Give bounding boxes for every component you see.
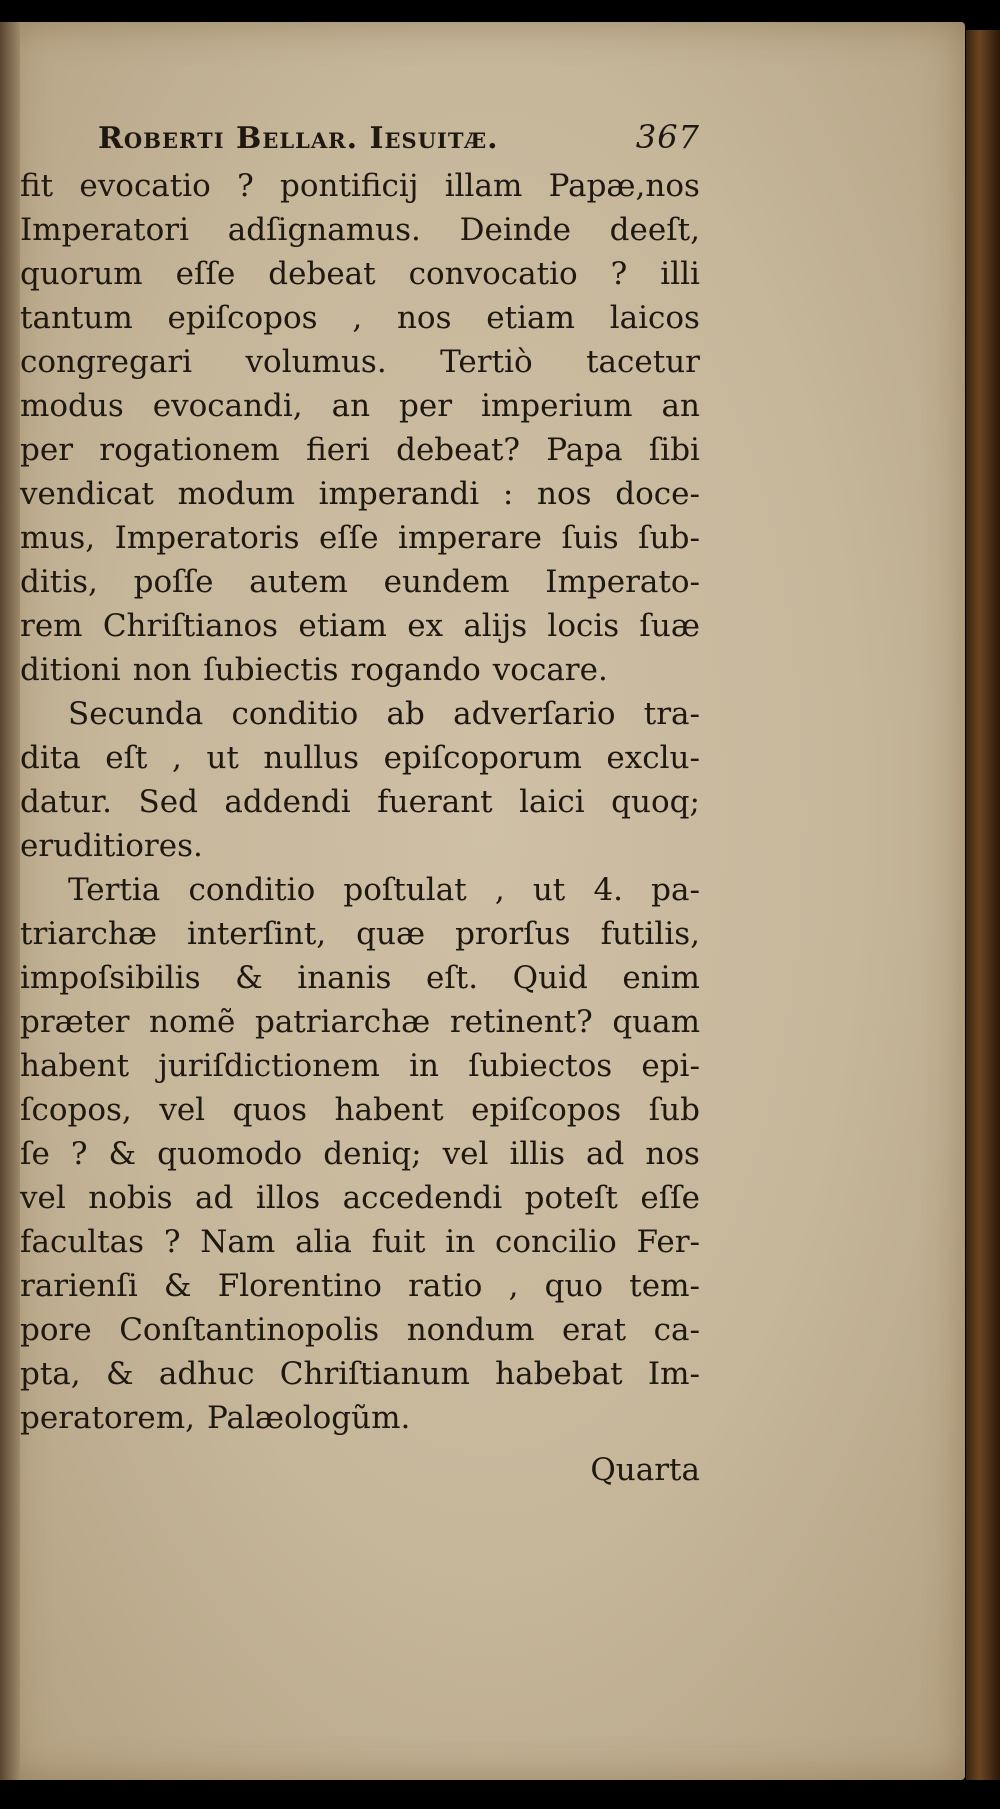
word: enim [622, 960, 700, 996]
word: quomodo [157, 1136, 303, 1172]
text-line [20, 296, 700, 340]
text-line [20, 164, 700, 208]
word: erat [562, 1312, 627, 1348]
word: adverſario [453, 696, 616, 732]
word: , [508, 1268, 519, 1304]
word: in [409, 1048, 440, 1084]
text-line [20, 1088, 700, 1132]
word: quoq; [611, 784, 700, 820]
word: ? [70, 1136, 88, 1172]
word: per [399, 388, 453, 424]
word: conditio [188, 872, 316, 908]
word: triarchæ [20, 916, 157, 952]
word: eruditiores. [20, 828, 203, 864]
word: 4. [593, 872, 624, 908]
text-line [20, 472, 700, 516]
word: epiſcopos [167, 300, 318, 336]
word: præter [20, 1004, 130, 1040]
text-line [20, 1044, 700, 1088]
word: Imperatoris [114, 520, 300, 556]
word: rogationem [99, 432, 280, 468]
word: ſub [648, 1092, 700, 1128]
word: nos [537, 476, 592, 512]
word: evocatio [79, 168, 211, 204]
word: quam [612, 1004, 700, 1040]
word: inanis [297, 960, 392, 996]
word: habent [20, 1048, 130, 1084]
word: nos [645, 1136, 700, 1172]
word: ad [586, 1136, 625, 1172]
word: alia [295, 1224, 352, 1260]
page-header [20, 118, 700, 164]
page-text [20, 118, 700, 1492]
word: nobis [88, 1180, 173, 1216]
word: ca- [653, 1312, 700, 1348]
word: nullus [263, 740, 360, 776]
word: doce- [615, 476, 700, 512]
word: evocandi, [152, 388, 303, 424]
text-line [20, 1396, 700, 1440]
word: volumus. [245, 344, 387, 380]
word: nomẽ [149, 1004, 236, 1040]
text-line [20, 1264, 700, 1308]
word: laicos [609, 300, 700, 336]
text-line [20, 1176, 700, 1220]
word: ditis, [20, 564, 98, 600]
word: deniq; [323, 1136, 422, 1172]
running-title: Roberti Bellar. Iesuitæ. [98, 121, 499, 156]
word: fit [20, 168, 54, 204]
word: ſibi [648, 432, 700, 468]
word: concilio [494, 1224, 617, 1260]
word: ſub- [638, 520, 700, 556]
text-line [20, 780, 700, 824]
word: deeſt, [609, 212, 700, 248]
text-line [20, 956, 700, 1000]
word: & [235, 960, 263, 996]
word: Imperatori [20, 212, 189, 248]
word: tacetur [586, 344, 700, 380]
text-line [20, 692, 700, 736]
word: epi- [641, 1048, 700, 1084]
word: , [352, 300, 363, 336]
word: imperium [480, 388, 633, 424]
word: congregari [20, 344, 193, 380]
word: ex [407, 608, 444, 644]
word: ſubiectos [468, 1048, 613, 1084]
word: Papæ,nos [548, 168, 700, 204]
word: alijs [463, 608, 528, 644]
word: pta, [20, 1356, 81, 1392]
word: ſcopos, [20, 1092, 132, 1128]
catchword: Quarta [590, 1452, 700, 1488]
word: per [20, 432, 74, 468]
word: convocatio [408, 256, 578, 292]
word: ſe [20, 1136, 50, 1172]
word: modum [177, 476, 295, 512]
word: eſſe [640, 1180, 700, 1216]
text-line [20, 912, 700, 956]
word: ? [237, 168, 254, 204]
word: nondum [406, 1312, 535, 1348]
page-number: 367 [635, 118, 700, 156]
word: vocare. [492, 652, 608, 688]
word: nos [396, 300, 452, 336]
word: quo [544, 1268, 604, 1304]
text-line [20, 252, 700, 296]
word: ratio [408, 1268, 483, 1304]
word: eſt [105, 740, 148, 776]
word: peratorem, [20, 1400, 196, 1436]
word: habent [334, 1092, 444, 1128]
text-line [20, 1308, 700, 1352]
text-line [20, 868, 700, 912]
word: interſint, [186, 916, 327, 952]
word: ab [386, 696, 425, 732]
word: autem [249, 564, 348, 600]
word: ut [532, 872, 566, 908]
word: fieri [306, 432, 370, 468]
word: an [331, 388, 371, 424]
word: in [445, 1224, 476, 1260]
word: illi [660, 256, 700, 292]
text-line [20, 516, 700, 560]
word: Chriſtianum [279, 1356, 470, 1392]
word: epiſcoporum [383, 740, 582, 776]
book-spine-edge [966, 30, 1000, 1780]
word: adhuc [158, 1356, 255, 1392]
word: debeat? [396, 432, 521, 468]
word: pa- [651, 872, 700, 908]
text-line [20, 1220, 700, 1264]
word: Palæologũm. [207, 1400, 411, 1436]
word: mus, [20, 520, 96, 556]
word: Quid [512, 960, 588, 996]
word: etiam [298, 608, 387, 644]
text-line [20, 604, 700, 648]
word: an [661, 388, 700, 424]
word: etiam [486, 300, 575, 336]
word: facultas [20, 1224, 145, 1260]
text-line [20, 1132, 700, 1176]
word: conditio [231, 696, 359, 732]
word: illam [444, 168, 523, 204]
word: Nam [200, 1224, 276, 1260]
word: illos [255, 1180, 321, 1216]
word: Sed [138, 784, 198, 820]
word: exclu- [606, 740, 700, 776]
word: vendicat [20, 476, 154, 512]
word: eſſe [175, 256, 236, 292]
word: ut [206, 740, 239, 776]
word: & [105, 1356, 134, 1392]
word: fuit [371, 1224, 426, 1260]
word: tem- [629, 1268, 700, 1304]
word: poſtulat [343, 872, 467, 908]
word: prorſus [455, 916, 571, 952]
word: epiſcopos [471, 1092, 622, 1128]
word: Chriſtianos [102, 608, 279, 644]
word: poſſe [133, 564, 214, 600]
word: Secunda [68, 696, 204, 732]
word: ditioni [20, 652, 121, 688]
word: Tertia [68, 872, 161, 908]
word: retinent? [449, 1004, 593, 1040]
word: eundem [383, 564, 510, 600]
word: Tertiò [440, 344, 533, 380]
word: futilis, [600, 916, 700, 952]
word: ſubiectis [203, 652, 339, 688]
word: pore [20, 1312, 92, 1348]
word: rogando [350, 652, 481, 688]
word: vel [20, 1180, 66, 1216]
word: Deinde [459, 212, 571, 248]
word: locis [547, 608, 620, 644]
word: , [494, 872, 505, 908]
word: tra- [643, 696, 700, 732]
word: Imperato- [545, 564, 700, 600]
word: ? [610, 256, 628, 292]
text-line [20, 824, 700, 868]
word: patriarchæ [254, 1004, 431, 1040]
word: debeat [268, 256, 376, 292]
word: Im- [647, 1356, 700, 1392]
word: & [163, 1268, 192, 1304]
text-line [20, 560, 700, 604]
word: : [502, 476, 514, 512]
word: Conſtantinopolis [119, 1312, 380, 1348]
word: accedendi [342, 1180, 503, 1216]
word: illis [509, 1136, 566, 1172]
text-line [20, 384, 700, 428]
word: ? [163, 1224, 181, 1260]
word: eſt. [425, 960, 479, 996]
word: Florentino [217, 1268, 382, 1304]
text-line [20, 736, 700, 780]
word: vel [442, 1136, 489, 1172]
word: laici [519, 784, 585, 820]
word: , [172, 740, 182, 776]
word: & [108, 1136, 137, 1172]
word: addendi [224, 784, 351, 820]
text-line [20, 1000, 700, 1044]
word: vel [159, 1092, 206, 1128]
word: quæ [356, 916, 426, 952]
word: quos [232, 1092, 308, 1128]
text-line [20, 1352, 700, 1396]
word: ad [195, 1180, 234, 1216]
word: imperare [398, 520, 542, 556]
word: fuerant [377, 784, 493, 820]
text-line [20, 340, 700, 384]
word: ſuæ [639, 608, 700, 644]
word: datur. [20, 784, 113, 820]
word: rarienſi [20, 1268, 138, 1304]
text-line [20, 428, 700, 472]
word: modus [20, 388, 124, 424]
text-line [20, 208, 700, 252]
word: juriſdictionem [158, 1048, 380, 1084]
word: habebat [495, 1356, 623, 1392]
body-text [20, 164, 700, 1440]
word: quorum [20, 256, 143, 292]
word: non [132, 652, 192, 688]
word: impoſsibilis [20, 960, 201, 996]
word: Papa [546, 432, 623, 468]
word: eſſe [318, 520, 379, 556]
word: imperandi [318, 476, 480, 512]
word: poteſt [524, 1180, 618, 1216]
page-gutter [0, 22, 20, 1780]
word: ſuis [561, 520, 619, 556]
text-line [20, 648, 700, 692]
word: rem [20, 608, 83, 644]
word: dita [20, 740, 81, 776]
word: tantum [20, 300, 133, 336]
word: adſignamus. [227, 212, 421, 248]
word: Fer- [636, 1224, 700, 1260]
word: pontificij [280, 168, 419, 204]
